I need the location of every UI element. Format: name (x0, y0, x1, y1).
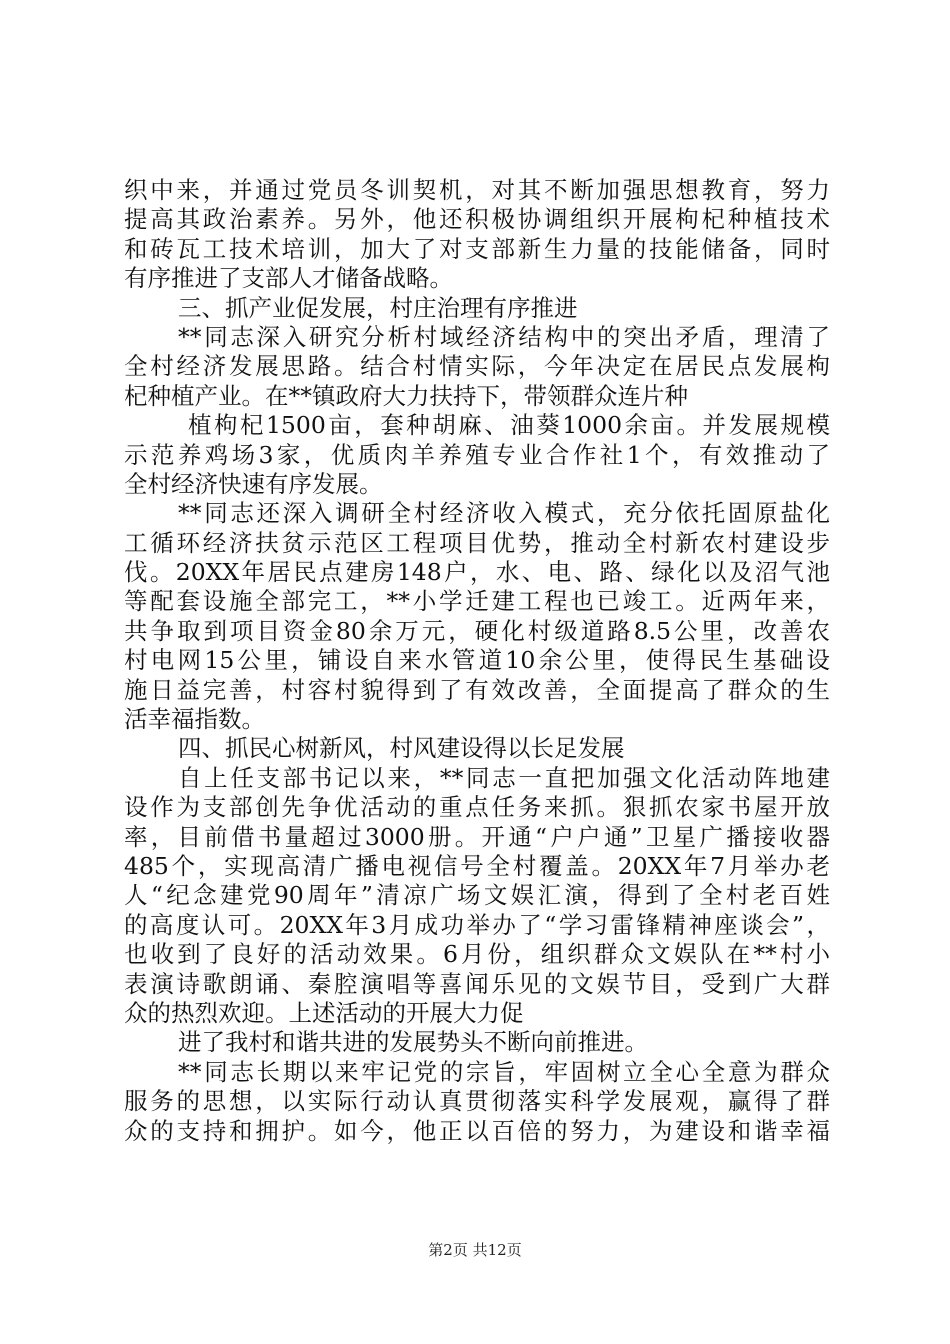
page-footer (0, 1240, 950, 1260)
text-line: **同志深入研究分析村域经济结构中的突出矛盾，理清了 (178, 322, 830, 351)
text-line: 有序推进了支部人才储备战略。 (124, 264, 453, 293)
text-line: 自上任支部书记以来，**同志一直把加强文化活动阵地建 (178, 763, 830, 792)
text-line: 众的支持和拥护。如今，他正以百倍的努力，为建设和谐幸福 (124, 1116, 830, 1145)
text-line: **同志还深入调研全村经济收入模式，充分依托固原盐化 (178, 499, 830, 528)
text-line: **同志长期以来牢记党的宗旨，牢固树立全心全意为群众 (178, 1057, 830, 1086)
text-line: 人“纪念建党90周年”清凉广场文娱汇演，得到了全村老百姓 (124, 881, 830, 910)
text-line: 活幸福指数。 (124, 705, 265, 734)
text-line: 率，目前借书量超过3000册。开通“户户通”卫星广播接收器 (124, 822, 830, 851)
text-line: 的高度认可。20XX年3月成功举办了“学习雷锋精神座谈会”， (124, 910, 830, 939)
text-line: 共争取到项目资金80余万元，硬化村级道路8.5公里，改善农 (124, 616, 830, 645)
text-line: 设作为支部创先争优活动的重点任务来抓。狠抓农家书屋开放 (124, 793, 830, 822)
text-line: 等配套设施全部完工，**小学迁建工程也已竣工。近两年来， (124, 587, 830, 616)
text-line: 伐。20XX年居民点建房148户，水、电、路、绿化以及沼气池 (124, 558, 830, 587)
body-text (124, 176, 830, 1146)
text-line: 杞种植产业。在**镇政府大力扶持下，带领群众连片种 (124, 381, 688, 410)
text-line: 提高其政治素养。另外，他还积极协调组织开展枸杞种植技术 (124, 205, 830, 234)
text-line: 村电网15公里，铺设自来水管道10余公里，使得民生基础设 (124, 646, 830, 675)
text-line: 工循环经济扶贫示范区工程项目优势，推动全村新农村建设步 (124, 528, 830, 557)
text-line: 表演诗歌朗诵、秦腔演唱等喜闻乐见的文娱节目，受到广大群 (124, 969, 830, 998)
section-heading: 四、抓民心树新风，村风建设得以长足发展 (178, 734, 625, 763)
text-line: 和砖瓦工技术培训，加大了对支部新生力量的技能储备，同时 (124, 234, 830, 263)
text-line: 众的热烈欢迎。上述活动的开展大力促 (124, 998, 524, 1027)
text-line: 也收到了良好的活动效果。6月份，组织群众文娱队在**村小 (124, 940, 830, 969)
text-line: 全村经济发展思路。结合村情实际，今年决定在居民点发展枸 (124, 352, 830, 381)
text-line: 施日益完善，村容村貌得到了有效改善，全面提高了群众的生 (124, 675, 830, 704)
text-line: 全村经济快速有序发展。 (124, 469, 383, 498)
text-line: 485个，实现高清广播电视信号全村覆盖。20XX年7月举办老 (124, 851, 830, 880)
text-line: 植枸杞1500亩，套种胡麻、油葵1000余亩。并发展规模 (188, 411, 830, 440)
text-line: 示范养鸡场3家，优质肉羊养殖专业合作社1个，有效推动了 (124, 440, 830, 469)
page-number-label: 第2页 共12页 (428, 1241, 522, 1259)
text-line: 进了我村和谐共进的发展势头不断向前推进。 (178, 1028, 648, 1057)
text-line: 织中来，并通过党员冬训契机，对其不断加强思想教育，努力 (124, 176, 830, 204)
text-line: 服务的思想，以实际行动认真贯彻落实科学发展观，赢得了群 (124, 1087, 830, 1116)
section-heading: 三、抓产业促发展，村庄治理有序推进 (178, 293, 578, 322)
